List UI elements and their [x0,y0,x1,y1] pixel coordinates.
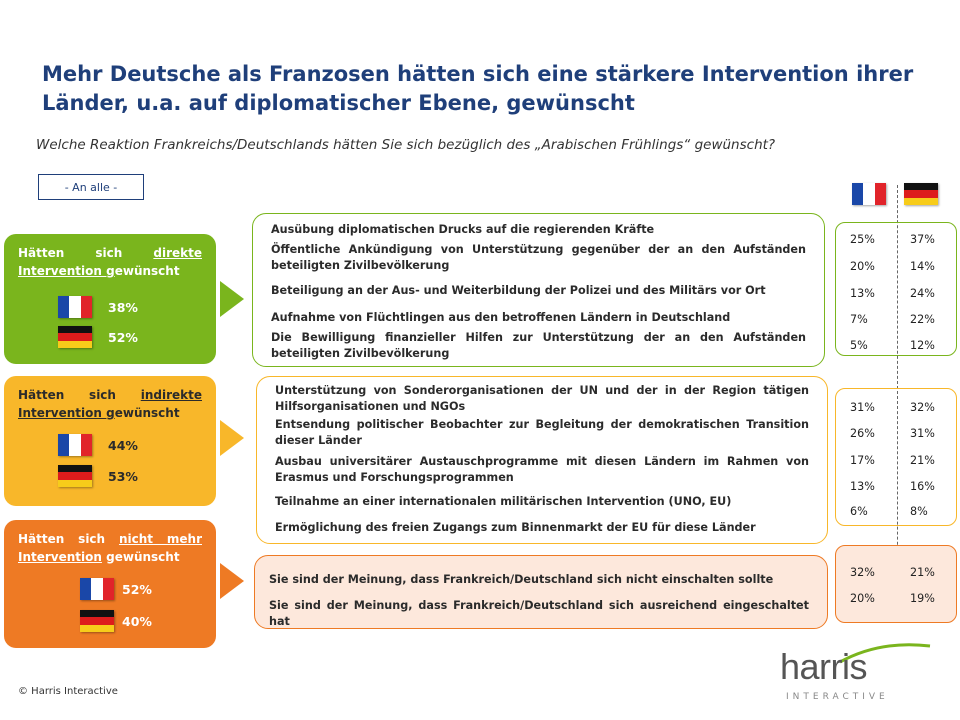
pct-fr: 17% [850,454,875,467]
measure-item: Teilnahme an einer internationalen militärischen Intervention (UNO, EU) [275,495,732,508]
pct-fr: 13% [850,287,875,300]
indirect-pct-box [835,388,957,526]
group-indirect-label: Hätten sich indirekte Intervention gewünscht [18,388,202,420]
direct-measures-panel [252,213,825,367]
direct-pct-box [835,222,957,356]
pct-de: 16% [910,480,935,493]
group-direct-label: Hätten sich direkte Intervention gewünscht [18,246,202,278]
pct-fr: 7% [850,313,868,326]
indirect-de-pct: 53% [108,468,138,484]
direct-de-pct: 52% [108,329,138,345]
group-no-more [4,520,216,648]
measure-item: Die Bewilligung finanzieller Hilfen zur Unterstützung der an den Aufständen beteiligten Zivilbevölkerung [271,331,806,360]
indirect-measures-panel [256,376,828,544]
pct-fr: 20% [850,592,875,605]
germany-flag-icon [58,326,92,348]
france-flag-icon [58,434,92,456]
france-flag-icon [80,578,114,600]
arrow-right-icon [220,563,244,599]
group-no-more-label: Hätten sich nicht mehr Intervention gewünscht [18,532,202,564]
harris-logo [780,640,940,716]
pct-de: 21% [910,454,935,467]
measure-item: Beteiligung an der Aus- und Weiterbildung der Polizei und des Militärs vor Ort [271,284,766,297]
indirect-fr-pct: 44% [108,437,138,453]
pct-de: 32% [910,401,935,414]
pct-de: 24% [910,287,935,300]
france-flag-icon [58,296,92,318]
pct-de: 14% [910,260,935,273]
measure-item: Entsendung politischer Beobachter zur Begleitung der demokratischen Transition dieser Länder [275,418,809,447]
measure-item: Ermöglichung des freien Zugangs zum Binnenmarkt der EU für diese Länder [275,521,756,534]
group-direct [4,234,216,364]
pct-de: 37% [910,233,935,246]
measure-item: Unterstützung von Sonderorganisationen der UN und der in der Region tätigen Hilfsorganisationen und NGOs [275,384,809,413]
copyright: © Harris Interactive [18,686,118,697]
no-more-pct-box [835,545,957,623]
pct-fr: 13% [850,480,875,493]
pct-de: 8% [910,505,928,518]
measure-item: Sie sind der Meinung, dass Frankreich/Deutschland sich ausreichend eingeschaltet hat [269,599,809,628]
arrow-right-icon [220,420,244,456]
logo-sub: INTERACTIVE [786,692,889,702]
germany-flag-icon [904,183,938,205]
no-more-fr-pct: 52% [122,581,152,597]
pct-fr: 25% [850,233,875,246]
germany-flag-icon [80,610,114,632]
pct-fr: 26% [850,427,875,440]
question-subtitle: Welche Reaktion Frankreichs/Deutschlands hätten Sie sich bezüglich des „Arabischen Frühlings“ gewünscht? [36,137,776,153]
no-more-panel [254,555,828,629]
arrow-right-icon [220,281,244,317]
measure-item: Ausübung diplomatischen Drucks auf die regierenden Kräfte [271,223,655,236]
measure-item: Öffentliche Ankündigung von Unterstützung gegenüber der an den Aufständen beteiligten Zivilbevölkerung [271,243,806,272]
measure-item: Sie sind der Meinung, dass Frankreich/Deutschland sich nicht einschalten sollte [269,573,774,586]
pct-de: 31% [910,427,935,440]
france-flag-icon [852,183,886,205]
no-more-de-pct: 40% [122,613,152,629]
measure-item: Ausbau universitärer Austauschprogramme mit diesen Ländern im Rahmen von Erasmus und Forschungsprogrammen [275,455,809,484]
germany-flag-icon [58,465,92,487]
measure-item: Aufnahme von Flüchtlingen aus den betroffenen Ländern in Deutschland [271,311,731,324]
audience-box: - An alle - [38,174,144,200]
pct-fr: 31% [850,401,875,414]
pct-fr: 32% [850,566,875,579]
logo-name: harris [780,646,868,687]
group-indirect [4,376,216,506]
pct-de: 19% [910,592,935,605]
pct-de: 21% [910,566,935,579]
direct-fr-pct: 38% [108,299,138,315]
pct-fr: 5% [850,339,868,352]
pct-fr: 6% [850,505,868,518]
pct-de: 12% [910,339,935,352]
pct-de: 22% [910,313,935,326]
pct-fr: 20% [850,260,875,273]
page-title: Mehr Deutsche als Franzosen hätten sich eine stärkere Intervention ihrer Länder, u.a. auf diplomatischer Ebene, gewünscht [42,62,914,115]
